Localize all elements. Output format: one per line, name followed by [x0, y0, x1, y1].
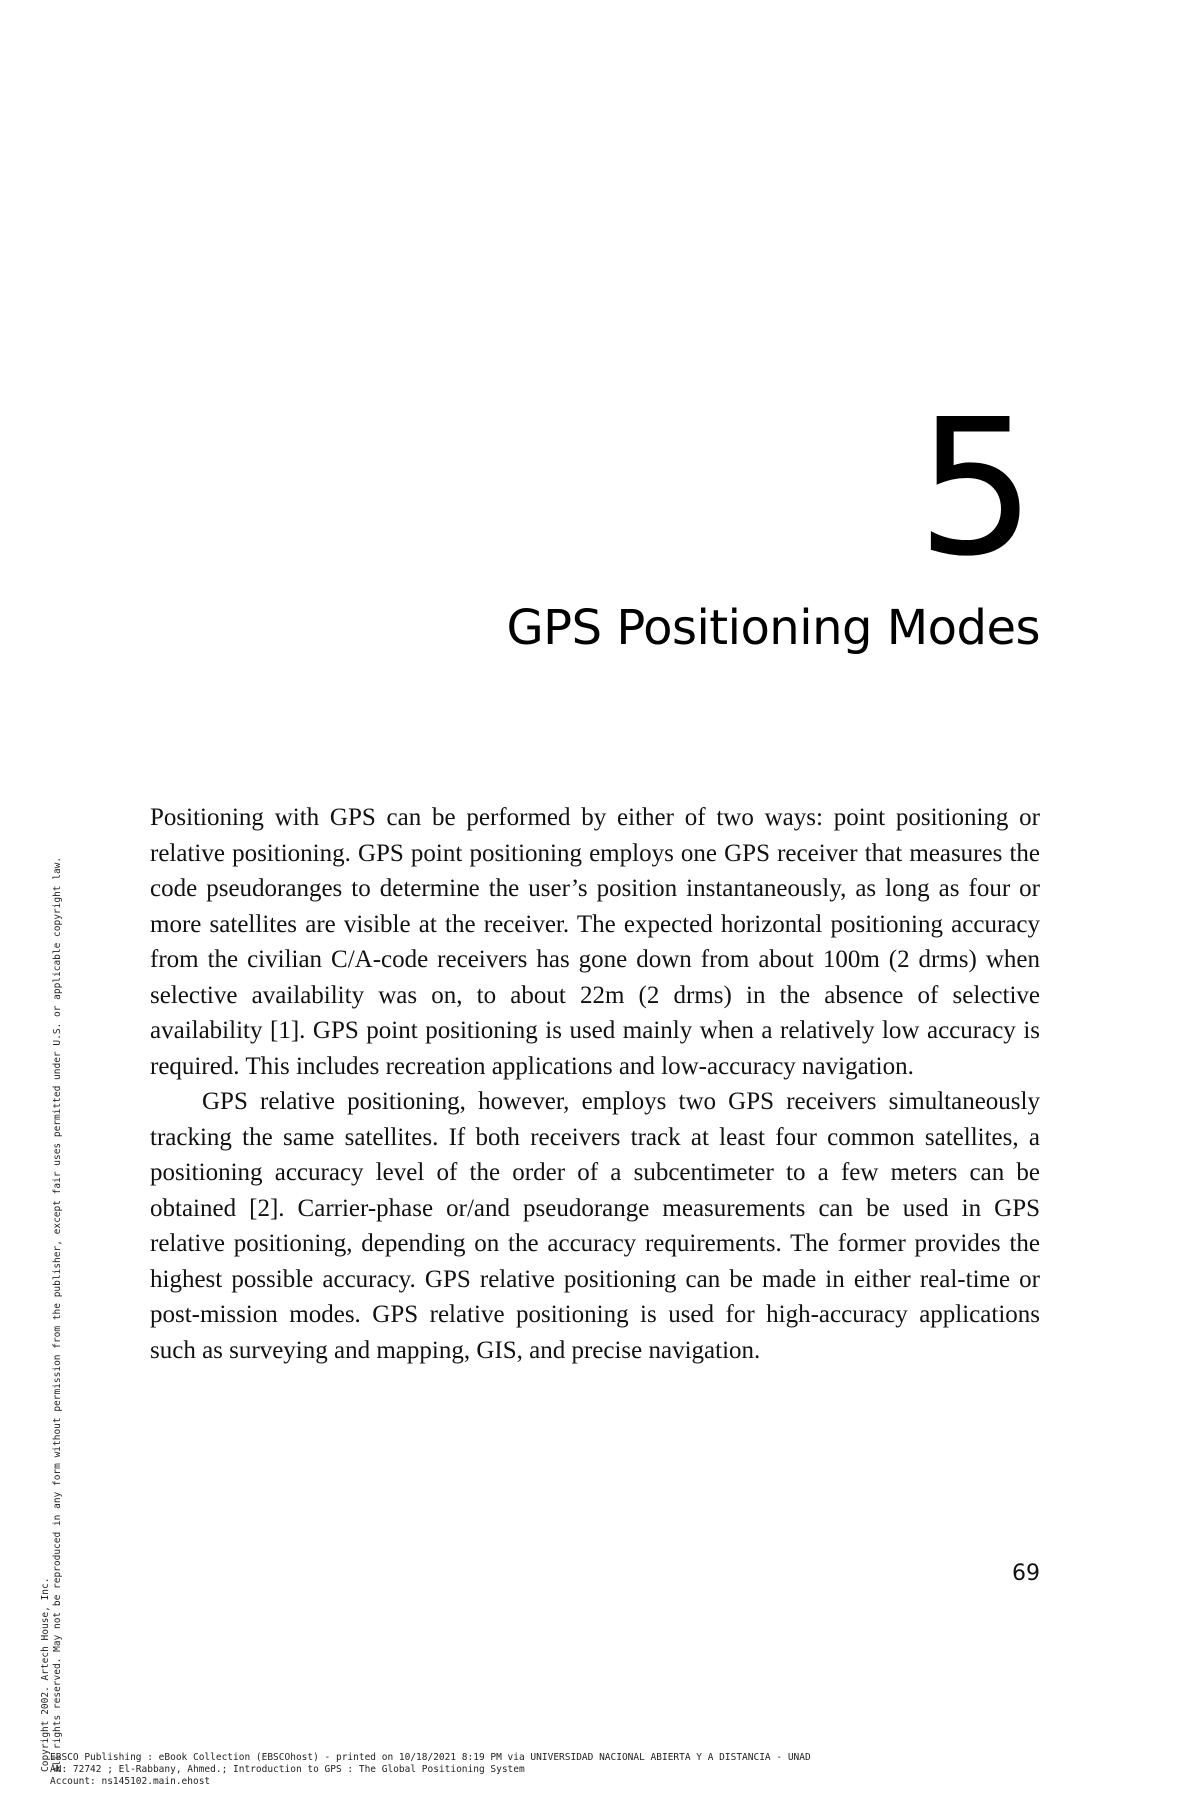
- chapter-title: GPS Positioning Modes: [506, 600, 1040, 656]
- footer-line-print-info: EBSCO Publishing : eBook Collection (EBSCOhost) - printed on 10/18/2021 8:19 PM via UNIVERSIDAD NACIONAL ABIERTA Y A DISTANCIA - UNAD: [50, 1752, 811, 1763]
- rights-line: All rights reserved. May not be reproduced in any form without permission from the publisher, except fair uses permitted under U.S. or applicable copyright law.: [52, 856, 63, 1772]
- paragraph: GPS relative positioning, however, employs two GPS receivers simultaneously tracking the same satellites. If both receivers track at least four common satellites, a positioning accuracy level of the order of a subcentimeter to a few meters can be obtained [2]. Carrier-phase or/and pseudorange measurements can be used in GPS relative positioning, depending on the accuracy requirements. The former provides the highest possible accuracy. GPS relative positioning can be made in either real-time or post-mission modes. GPS relative positioning is used for high-accuracy applications such as surveying and mapping, GIS, and precise navigation.: [150, 1088, 1040, 1364]
- page-number: 69: [1012, 1561, 1040, 1586]
- ebsco-footer-notice: [50, 1752, 1050, 1788]
- copyright-side-notice: [40, 552, 64, 1772]
- footer-line-citation: AN: 72742 ; El-Rabbany, Ahmed.; Introduction to GPS : The Global Positioning System: [50, 1764, 525, 1775]
- chapter-number: 5: [916, 379, 1032, 598]
- footer-line-account: Account: ns145102.main.ehost: [50, 1776, 211, 1787]
- chapter-body: [150, 800, 1040, 1368]
- paragraph: Positioning with GPS can be performed by either of two ways: point positioning or relative positioning. GPS point positioning employs one GPS receiver that measures the code pseudoranges to determine the user’s position instantaneously, as long as four or more satellites are visible at the receiver. The expected horizontal positioning accuracy from the civilian C/A-code receivers has gone down from about 100m (2 drms) when selective availability was on, to about 22m (2 drms) in the absence of selective availability [1]. GPS point positioning is used mainly when a relatively low accuracy is required. This includes recreation applications and low-accuracy navigation.: [150, 804, 1040, 1080]
- copyright-line: Copyright 2002. Artech House, Inc.: [40, 1577, 51, 1772]
